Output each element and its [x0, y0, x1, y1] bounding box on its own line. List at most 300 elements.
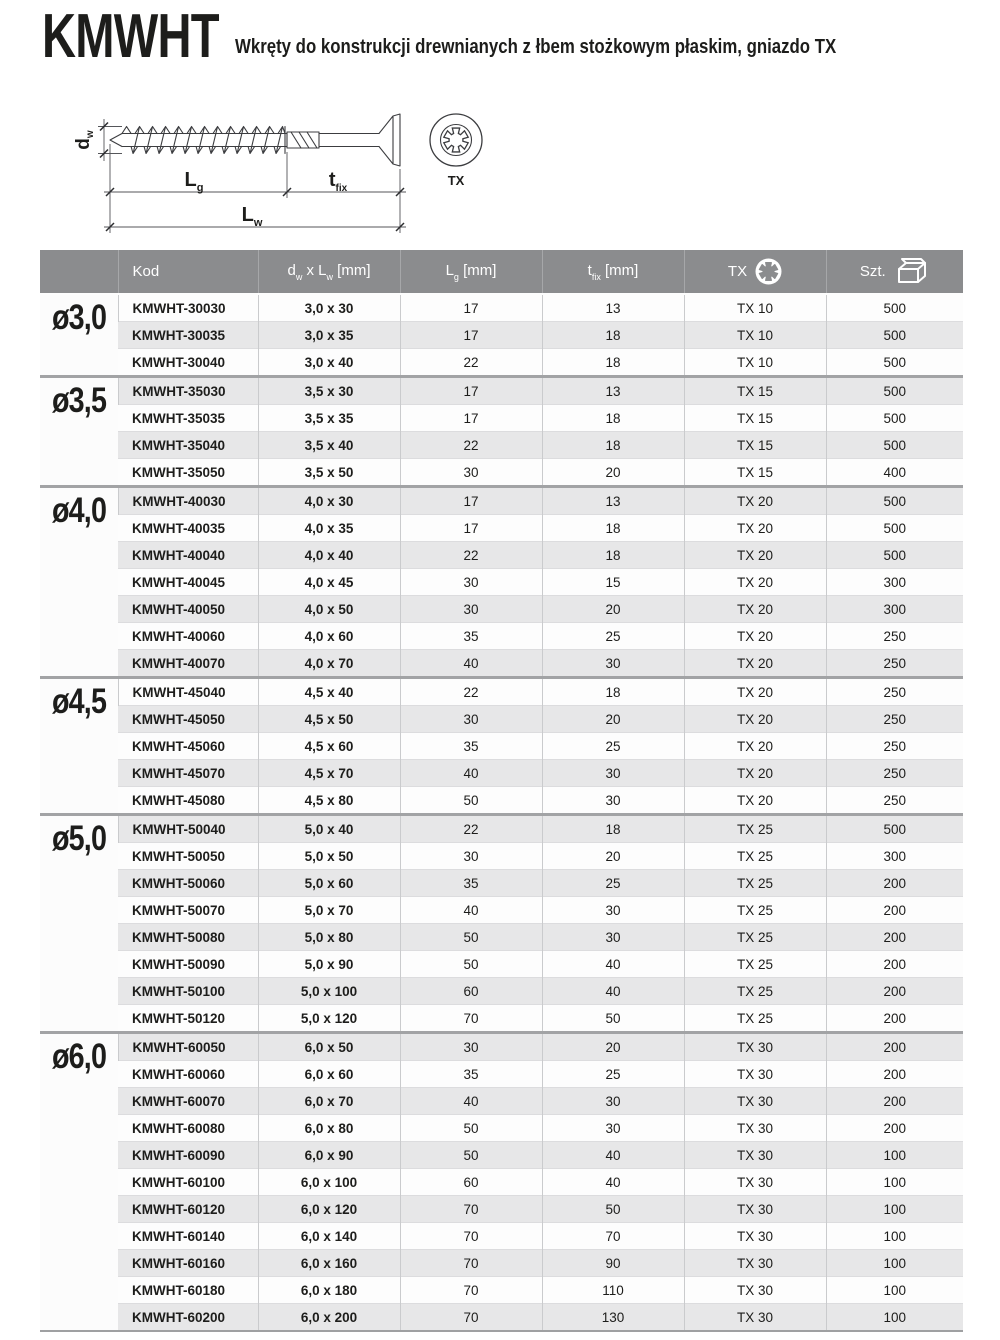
tx-cell: TX 10 — [684, 322, 826, 349]
tfix-cell: 110 — [542, 1277, 684, 1304]
dim-label-lw: $L_w$ — [241, 204, 263, 229]
lg-cell: 17 — [400, 405, 542, 432]
lg-cell: 22 — [400, 678, 542, 706]
szt-cell: 500 — [826, 294, 963, 322]
dims-cell: 3,5 x 50 — [258, 459, 400, 487]
col-header-tx: TX — [684, 250, 826, 294]
kod-cell: KMWHT-60090 — [118, 1142, 258, 1169]
kod-cell: KMWHT-35050 — [118, 459, 258, 487]
lg-cell: 70 — [400, 1196, 542, 1223]
dims-cell: 6,0 x 90 — [258, 1142, 400, 1169]
kod-cell: KMWHT-45080 — [118, 787, 258, 815]
szt-cell: 100 — [826, 1196, 963, 1223]
diameter-cell — [40, 294, 118, 377]
tx-cell: TX 20 — [684, 678, 826, 706]
szt-cell: 100 — [826, 1277, 963, 1304]
dims-cell: 4,5 x 60 — [258, 733, 400, 760]
lg-cell: 70 — [400, 1304, 542, 1332]
diameter-label: ø6,0 — [51, 1037, 106, 1076]
tx-cell: TX 30 — [684, 1277, 826, 1304]
szt-cell: 100 — [826, 1169, 963, 1196]
tx-cell: TX 25 — [684, 870, 826, 897]
tfix-cell: 25 — [542, 1061, 684, 1088]
tfix-cell: 30 — [542, 897, 684, 924]
table-row — [40, 459, 963, 487]
table-row — [40, 706, 963, 733]
kod-cell: KMWHT-60050 — [118, 1033, 258, 1061]
kod-cell: KMWHT-30035 — [118, 322, 258, 349]
lg-cell: 35 — [400, 733, 542, 760]
kod-cell: KMWHT-45040 — [118, 678, 258, 706]
table-row — [40, 1033, 963, 1061]
szt-cell: 500 — [826, 322, 963, 349]
table-row — [40, 1304, 963, 1332]
tx-cell: TX 30 — [684, 1061, 826, 1088]
dims-cell: 4,5 x 80 — [258, 787, 400, 815]
kod-cell: KMWHT-50080 — [118, 924, 258, 951]
table-row — [40, 623, 963, 650]
tfix-cell: 40 — [542, 978, 684, 1005]
tfix-cell: 40 — [542, 1142, 684, 1169]
lg-cell: 30 — [400, 596, 542, 623]
kod-cell: KMWHT-45050 — [118, 706, 258, 733]
lg-cell: 17 — [400, 487, 542, 515]
szt-cell: 500 — [826, 487, 963, 515]
kod-cell: KMWHT-35030 — [118, 377, 258, 405]
szt-cell: 300 — [826, 596, 963, 623]
tfix-cell: 30 — [542, 760, 684, 787]
tx-cell: TX 30 — [684, 1142, 826, 1169]
lg-cell: 50 — [400, 787, 542, 815]
lg-cell: 70 — [400, 1005, 542, 1033]
tfix-cell: 18 — [542, 405, 684, 432]
szt-cell: 200 — [826, 1115, 963, 1142]
szt-cell: 200 — [826, 924, 963, 951]
table-row — [40, 1277, 963, 1304]
tx-cell: TX 30 — [684, 1196, 826, 1223]
tfix-cell: 20 — [542, 596, 684, 623]
tx-cell: TX 20 — [684, 787, 826, 815]
diameter-label: ø3,5 — [51, 381, 106, 420]
lg-cell: 17 — [400, 515, 542, 542]
tfix-cell: 50 — [542, 1005, 684, 1033]
dims-cell: 6,0 x 50 — [258, 1033, 400, 1061]
tfix-cell: 20 — [542, 706, 684, 733]
table-row — [40, 733, 963, 760]
tfix-cell: 90 — [542, 1250, 684, 1277]
szt-cell: 200 — [826, 870, 963, 897]
szt-cell: 250 — [826, 678, 963, 706]
tx-cell: TX 25 — [684, 815, 826, 843]
screw-knurl — [287, 132, 319, 148]
lg-cell: 50 — [400, 1142, 542, 1169]
tx-cell: TX 30 — [684, 1169, 826, 1196]
diameter-cell — [40, 377, 118, 487]
szt-cell: 200 — [826, 1061, 963, 1088]
szt-cell: 200 — [826, 978, 963, 1005]
lg-cell: 30 — [400, 706, 542, 733]
szt-cell: 500 — [826, 377, 963, 405]
dims-cell: 3,5 x 35 — [258, 405, 400, 432]
diameter-label: ø4,0 — [51, 491, 106, 530]
tfix-cell: 40 — [542, 951, 684, 978]
kod-cell: KMWHT-60180 — [118, 1277, 258, 1304]
tx-cell: TX 25 — [684, 924, 826, 951]
lg-cell: 40 — [400, 760, 542, 787]
kod-cell: KMWHT-30030 — [118, 294, 258, 322]
diameter-cell — [40, 815, 118, 1033]
szt-cell: 250 — [826, 623, 963, 650]
kod-cell: KMWHT-50090 — [118, 951, 258, 978]
kod-cell: KMWHT-50060 — [118, 870, 258, 897]
table-row — [40, 322, 963, 349]
tx-cell: TX 25 — [684, 1005, 826, 1033]
table-row — [40, 377, 963, 405]
tfix-cell: 25 — [542, 733, 684, 760]
table-row — [40, 1169, 963, 1196]
tfix-cell: 30 — [542, 787, 684, 815]
kod-cell: KMWHT-30040 — [118, 349, 258, 377]
szt-cell: 200 — [826, 951, 963, 978]
lg-cell: 50 — [400, 951, 542, 978]
package-box-icon — [894, 258, 930, 285]
dim-label-lg: $L_g$ — [184, 169, 204, 194]
diameter-label: ø3,0 — [51, 298, 106, 337]
szt-cell: 500 — [826, 542, 963, 569]
table-row — [40, 1142, 963, 1169]
table-row — [40, 405, 963, 432]
tfix-cell: 18 — [542, 432, 684, 459]
torx-head-view — [430, 114, 482, 166]
kod-cell: KMWHT-35035 — [118, 405, 258, 432]
tfix-cell: 130 — [542, 1304, 684, 1332]
tfix-cell: 18 — [542, 815, 684, 843]
dims-cell: 4,0 x 60 — [258, 623, 400, 650]
table-header-row — [40, 250, 963, 294]
diameter-cell — [40, 1033, 118, 1332]
tfix-cell: 20 — [542, 459, 684, 487]
tx-cell: TX 15 — [684, 432, 826, 459]
dims-cell: 6,0 x 70 — [258, 1088, 400, 1115]
table-row — [40, 650, 963, 678]
table-row — [40, 951, 963, 978]
szt-cell: 250 — [826, 650, 963, 678]
kod-cell: KMWHT-40035 — [118, 515, 258, 542]
lg-cell: 40 — [400, 1088, 542, 1115]
dims-cell: 3,0 x 40 — [258, 349, 400, 377]
kod-cell: KMWHT-40060 — [118, 623, 258, 650]
torx-view-label: TX — [447, 173, 465, 188]
tfix-cell: 18 — [542, 349, 684, 377]
tfix-cell: 30 — [542, 924, 684, 951]
szt-cell: 200 — [826, 1005, 963, 1033]
table-row — [40, 870, 963, 897]
col-header-dims: $d_w$ x $L_w$ [mm] — [258, 250, 400, 294]
tx-cell: TX 15 — [684, 459, 826, 487]
tfix-cell: 25 — [542, 623, 684, 650]
szt-cell: 100 — [826, 1142, 963, 1169]
szt-cell: 250 — [826, 706, 963, 733]
szt-cell: 500 — [826, 815, 963, 843]
tx-cell: TX 20 — [684, 487, 826, 515]
lg-cell: 22 — [400, 432, 542, 459]
dims-cell: 6,0 x 100 — [258, 1169, 400, 1196]
kod-cell: KMWHT-60080 — [118, 1115, 258, 1142]
tfix-cell: 30 — [542, 650, 684, 678]
lg-cell: 17 — [400, 322, 542, 349]
kod-cell: KMWHT-40070 — [118, 650, 258, 678]
tfix-cell: 30 — [542, 1088, 684, 1115]
szt-cell: 500 — [826, 432, 963, 459]
tfix-cell: 20 — [542, 1033, 684, 1061]
tx-cell: TX 20 — [684, 542, 826, 569]
table-row — [40, 1005, 963, 1033]
spec-table — [40, 250, 963, 1332]
kod-cell: KMWHT-50100 — [118, 978, 258, 1005]
dims-cell: 4,0 x 45 — [258, 569, 400, 596]
lg-cell: 70 — [400, 1250, 542, 1277]
dims-cell: 5,0 x 90 — [258, 951, 400, 978]
lg-cell: 22 — [400, 815, 542, 843]
dims-cell: 3,0 x 35 — [258, 322, 400, 349]
lg-cell: 30 — [400, 459, 542, 487]
tx-cell: TX 30 — [684, 1115, 826, 1142]
table-row — [40, 815, 963, 843]
table-row — [40, 978, 963, 1005]
szt-cell: 400 — [826, 459, 963, 487]
lg-cell: 50 — [400, 1115, 542, 1142]
table-row — [40, 294, 963, 322]
dims-cell: 5,0 x 80 — [258, 924, 400, 951]
tfix-cell: 20 — [542, 843, 684, 870]
tfix-cell: 13 — [542, 487, 684, 515]
col-header-kod: Kod — [118, 250, 258, 294]
dims-cell: 6,0 x 180 — [258, 1277, 400, 1304]
diameter-cell — [40, 678, 118, 815]
tfix-cell: 40 — [542, 1169, 684, 1196]
dims-cell: 4,5 x 40 — [258, 678, 400, 706]
kod-cell: KMWHT-60120 — [118, 1196, 258, 1223]
table-row — [40, 897, 963, 924]
szt-cell: 250 — [826, 760, 963, 787]
dims-cell: 5,0 x 40 — [258, 815, 400, 843]
dims-cell: 6,0 x 140 — [258, 1223, 400, 1250]
tfix-cell: 13 — [542, 294, 684, 322]
dims-cell: 6,0 x 160 — [258, 1250, 400, 1277]
table-row — [40, 1061, 963, 1088]
diameter-cell — [40, 487, 118, 678]
tx-cell: TX 30 — [684, 1250, 826, 1277]
table-row — [40, 515, 963, 542]
tx-cell: TX 15 — [684, 377, 826, 405]
lg-cell: 70 — [400, 1223, 542, 1250]
table-row — [40, 1196, 963, 1223]
dim-label-tfix: $t_{fix}$ — [328, 169, 348, 194]
screw-shank — [319, 134, 379, 147]
table-row — [40, 678, 963, 706]
kod-cell: KMWHT-50050 — [118, 843, 258, 870]
tx-cell: TX 30 — [684, 1223, 826, 1250]
dims-cell: 4,0 x 35 — [258, 515, 400, 542]
kod-cell: KMWHT-60140 — [118, 1223, 258, 1250]
dim-label-dw: $d_w$ — [73, 130, 96, 150]
kod-cell: KMWHT-45070 — [118, 760, 258, 787]
screw-tip — [110, 134, 122, 147]
tx-cell: TX 25 — [684, 978, 826, 1005]
kod-cell: KMWHT-50070 — [118, 897, 258, 924]
product-code-title: KMWHT — [42, 2, 219, 71]
szt-cell: 200 — [826, 1033, 963, 1061]
dims-cell: 5,0 x 120 — [258, 1005, 400, 1033]
szt-cell: 300 — [826, 569, 963, 596]
dims-cell: 6,0 x 80 — [258, 1115, 400, 1142]
szt-cell: 500 — [826, 515, 963, 542]
lg-cell: 40 — [400, 897, 542, 924]
tx-cell: TX 30 — [684, 1088, 826, 1115]
dims-cell: 4,0 x 50 — [258, 596, 400, 623]
lg-cell: 50 — [400, 924, 542, 951]
dims-cell: 4,0 x 70 — [258, 650, 400, 678]
kod-cell: KMWHT-60070 — [118, 1088, 258, 1115]
lg-cell: 17 — [400, 294, 542, 322]
diameter-label: ø4,5 — [51, 682, 106, 721]
screw-head — [379, 114, 400, 166]
kod-cell: KMWHT-40045 — [118, 569, 258, 596]
tx-cell: TX 25 — [684, 843, 826, 870]
szt-cell: 200 — [826, 897, 963, 924]
tx-cell: TX 20 — [684, 706, 826, 733]
table-row — [40, 1088, 963, 1115]
szt-cell: 500 — [826, 349, 963, 377]
dims-cell: 6,0 x 200 — [258, 1304, 400, 1332]
screw-diagram — [42, 92, 502, 242]
diameter-label: ø5,0 — [51, 819, 106, 858]
lg-cell: 30 — [400, 1033, 542, 1061]
lg-cell: 40 — [400, 650, 542, 678]
szt-cell: 100 — [826, 1304, 963, 1332]
lg-cell: 17 — [400, 377, 542, 405]
tfix-cell: 70 — [542, 1223, 684, 1250]
tfix-cell: 30 — [542, 1115, 684, 1142]
tx-cell: TX 25 — [684, 951, 826, 978]
lg-cell: 60 — [400, 1169, 542, 1196]
dims-cell: 5,0 x 60 — [258, 870, 400, 897]
lg-cell: 70 — [400, 1277, 542, 1304]
tfix-cell: 15 — [542, 569, 684, 596]
szt-cell: 100 — [826, 1250, 963, 1277]
col-header-dia — [40, 250, 118, 294]
szt-cell: 500 — [826, 405, 963, 432]
szt-cell: 300 — [826, 843, 963, 870]
table-row — [40, 1223, 963, 1250]
tx-cell: TX 20 — [684, 596, 826, 623]
col-header-tfix: $t_{fix}$ [mm] — [542, 250, 684, 294]
table-row — [40, 542, 963, 569]
kod-cell: KMWHT-40050 — [118, 596, 258, 623]
table-row — [40, 924, 963, 951]
dims-cell: 3,5 x 40 — [258, 432, 400, 459]
tfix-cell: 18 — [542, 515, 684, 542]
tx-cell: TX 10 — [684, 294, 826, 322]
table-row — [40, 843, 963, 870]
tx-cell: TX 20 — [684, 650, 826, 678]
tx-cell: TX 30 — [684, 1033, 826, 1061]
kod-cell: KMWHT-50040 — [118, 815, 258, 843]
table-row — [40, 596, 963, 623]
tx-cell: TX 10 — [684, 349, 826, 377]
szt-cell: 250 — [826, 733, 963, 760]
tx-cell: TX 30 — [684, 1304, 826, 1332]
table-row — [40, 432, 963, 459]
torx-socket-icon — [755, 258, 782, 285]
tfix-cell: 18 — [542, 542, 684, 569]
lg-cell: 35 — [400, 870, 542, 897]
tx-cell: TX 20 — [684, 760, 826, 787]
kod-cell: KMWHT-60100 — [118, 1169, 258, 1196]
table-row — [40, 1115, 963, 1142]
tx-cell: TX 20 — [684, 733, 826, 760]
kod-cell: KMWHT-40030 — [118, 487, 258, 515]
kod-cell: KMWHT-40040 — [118, 542, 258, 569]
dims-cell: 6,0 x 60 — [258, 1061, 400, 1088]
dims-cell: 3,0 x 30 — [258, 294, 400, 322]
lg-cell: 35 — [400, 623, 542, 650]
lg-cell: 35 — [400, 1061, 542, 1088]
tfix-cell: 50 — [542, 1196, 684, 1223]
table-row — [40, 1250, 963, 1277]
table-row — [40, 487, 963, 515]
tx-cell: TX 20 — [684, 623, 826, 650]
col-header-lg: $L_g$ [mm] — [400, 250, 542, 294]
dims-cell: 5,0 x 70 — [258, 897, 400, 924]
col-header-szt: Szt. — [826, 250, 963, 294]
kod-cell: KMWHT-60060 — [118, 1061, 258, 1088]
dims-cell: 3,5 x 30 — [258, 377, 400, 405]
doc-header — [42, 2, 950, 71]
technical-drawing — [42, 92, 502, 247]
dims-cell: 5,0 x 100 — [258, 978, 400, 1005]
tx-cell: TX 15 — [684, 405, 826, 432]
dims-cell: 4,0 x 40 — [258, 542, 400, 569]
szt-cell: 200 — [826, 1088, 963, 1115]
lg-cell: 22 — [400, 349, 542, 377]
table-row — [40, 349, 963, 377]
tfix-cell: 13 — [542, 377, 684, 405]
tfix-cell: 18 — [542, 678, 684, 706]
kod-cell: KMWHT-35040 — [118, 432, 258, 459]
tfix-cell: 25 — [542, 870, 684, 897]
screw-core — [122, 134, 287, 147]
tx-cell: TX 20 — [684, 515, 826, 542]
lg-cell: 30 — [400, 569, 542, 596]
szt-cell: 100 — [826, 1223, 963, 1250]
table-row — [40, 787, 963, 815]
tx-cell: TX 20 — [684, 569, 826, 596]
screw-threads — [122, 127, 285, 154]
tfix-cell: 18 — [542, 322, 684, 349]
dims-cell: 4,5 x 70 — [258, 760, 400, 787]
table-row — [40, 760, 963, 787]
lg-cell: 30 — [400, 843, 542, 870]
dims-cell: 6,0 x 120 — [258, 1196, 400, 1223]
dims-cell: 4,5 x 50 — [258, 706, 400, 733]
szt-cell: 250 — [826, 787, 963, 815]
dims-cell: 5,0 x 50 — [258, 843, 400, 870]
lg-cell: 22 — [400, 542, 542, 569]
lg-cell: 60 — [400, 978, 542, 1005]
table-row — [40, 569, 963, 596]
kod-cell: KMWHT-60200 — [118, 1304, 258, 1332]
